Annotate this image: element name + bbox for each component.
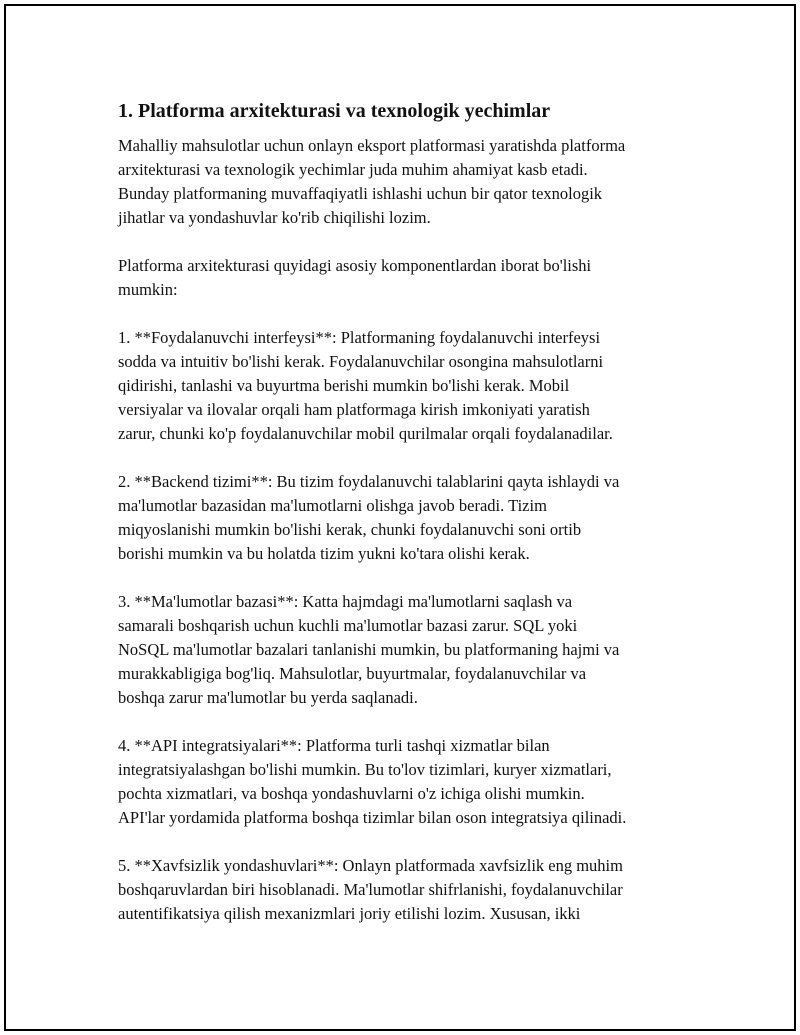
text-line: jihatlar va yondashuvlar ko'rib chiqilishi lozim. xyxy=(118,208,431,227)
section-title: 1. Platforma arxitekturasi va texnologik yechimlar xyxy=(118,100,551,122)
text-line: boshqaruvlardan biri hisoblanadi. Ma'lumotlar shifrlanishi, foydalanuvchilar xyxy=(118,880,623,899)
text-line: borishi mumkin va bu holatda tizim yukni ko'tara olishi kerak. xyxy=(118,544,530,563)
text-line: pochta xizmatlari, va boshqa yondashuvlarni o'z ichiga olishi mumkin. xyxy=(118,784,585,803)
text-line: integratsiyalashgan bo'lishi mumkin. Bu to'lov tizimlari, kuryer xizmatlari, xyxy=(118,760,612,779)
text-line: ma'lumotlar bazasidan ma'lumotlarni olishga javob beradi. Tizim xyxy=(118,496,547,515)
paragraph-item-4 xyxy=(118,734,698,830)
text-line: boshqa zarur ma'lumotlar bu yerda saqlanadi. xyxy=(118,688,418,707)
text-line: arxitekturasi va texnologik yechimlar juda muhim ahamiyat kasb etadi. xyxy=(118,160,588,179)
paragraph-components-intro xyxy=(118,254,698,302)
text-line: 1. **Foydalanuvchi interfeysi**: Platformaning foydalanuvchi interfeysi xyxy=(118,328,601,347)
document-body xyxy=(118,98,698,950)
paragraph-intro xyxy=(118,134,698,230)
text-line: Platforma arxitekturasi quyidagi asosiy komponentlardan iborat bo'lishi xyxy=(118,256,592,275)
text-line: zarur, chunki ko'p foydalanuvchilar mobil qurilmalar orqali foydalanadilar. xyxy=(118,424,613,443)
paragraph-item-2 xyxy=(118,470,698,566)
text-line: qidirishi, tanlashi va buyurtma berishi mumkin bo'lishi kerak. Mobil xyxy=(118,376,570,395)
paragraph-item-3 xyxy=(118,590,698,710)
text-line: API'lar yordamida platforma boshqa tizimlar bilan oson integratsiya qilinadi. xyxy=(118,808,627,827)
text-line: versiyalar va ilovalar orqali ham platformaga kirish imkoniyati yaratish xyxy=(118,400,590,419)
text-line: 5. **Xavfsizlik yondashuvlari**: Onlayn platformada xavfsizlik eng muhim xyxy=(118,856,623,875)
text-line: 4. **API integratsiyalari**: Platforma turli tashqi xizmatlar bilan xyxy=(118,736,550,755)
text-line: autentifikatsiya qilish mexanizmlari joriy etilishi lozim. Xususan, ikki xyxy=(118,904,581,923)
text-line: miqyoslanishi mumkin bo'lishi kerak, chunki foydalanuvchi soni ortib xyxy=(118,520,582,539)
text-line: Bunday platformaning muvaffaqiyatli ishlashi uchun bir qator texnologik xyxy=(118,184,603,203)
text-line: NoSQL ma'lumotlar bazalari tanlanishi mumkin, bu platformaning hajmi va xyxy=(118,640,620,659)
text-line: Mahalliy mahsulotlar uchun onlayn eksport platformasi yaratishda platforma xyxy=(118,136,626,155)
text-line: murakkabligiga bog'liq. Mahsulotlar, buyurtmalar, foydalanuvchilar va xyxy=(118,664,587,683)
text-line: 3. **Ma'lumotlar bazasi**: Katta hajmdagi ma'lumotlarni saqlash va xyxy=(118,592,573,611)
paragraph-item-1 xyxy=(118,326,698,446)
paragraph-item-5 xyxy=(118,854,698,926)
text-line: sodda va intuitiv bo'lishi kerak. Foydalanuvchilar osongina mahsulotlarni xyxy=(118,352,604,371)
text-line: 2. **Backend tizimi**: Bu tizim foydalanuvchi talablarini qayta ishlaydi va xyxy=(118,472,620,491)
text-line: mumkin: xyxy=(118,280,178,299)
page-frame xyxy=(4,4,796,1031)
text-line: samarali boshqarish uchun kuchli ma'lumotlar bazasi zarur. SQL yoki xyxy=(118,616,578,635)
